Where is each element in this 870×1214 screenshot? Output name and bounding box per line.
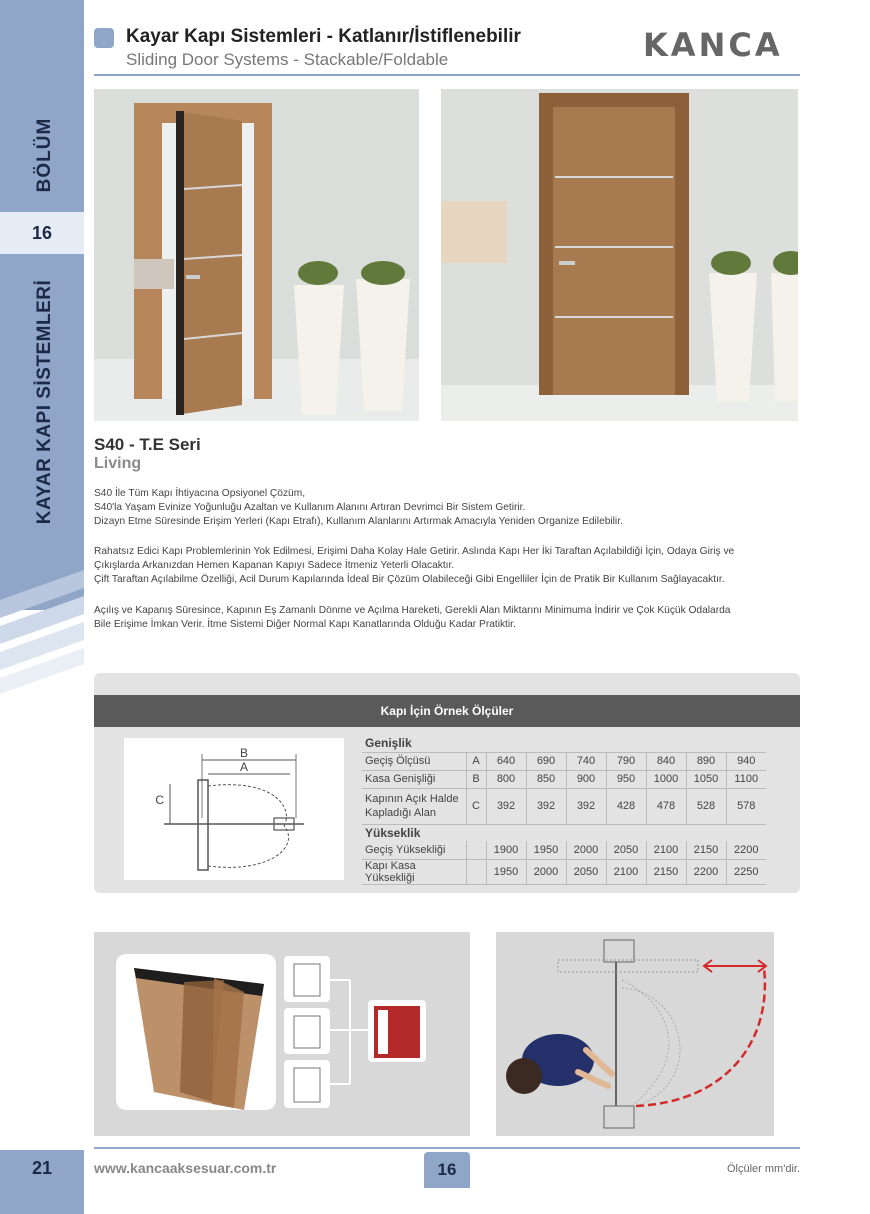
section-tab: 16 bbox=[424, 1152, 470, 1188]
diagram-label-a: A bbox=[239, 760, 249, 774]
diagram-label-b: B bbox=[239, 746, 249, 760]
side-band bbox=[0, 0, 84, 1214]
paragraph-3: Açılış ve Kapanış Süresince, Kapının Eş Zamanlı Dönme ve Açılma Hareketi, Gerekli Alan Miktarını Minimuma İndirir ve Çok Küçük Odalarda Bile Erişime İmkan Verir. İtme Sistemi Diğer Normal Kapı Kanatlarında Olduğu Kadar Pratiktir. bbox=[94, 605, 731, 630]
door-opening-illustration bbox=[496, 932, 774, 1136]
page-title: Kayar Kapı Sistemleri - Katlanır/İstiflenebilir bbox=[126, 26, 521, 47]
table-row: Kapı Kasa Yüksekliği 1950 2000 2050 2100 2150 2200 2250 bbox=[362, 859, 766, 884]
table-row: Geçiş Yüksekliği 1900 1950 2000 2050 2100 2150 2200 bbox=[362, 841, 766, 859]
header-marker bbox=[94, 28, 114, 48]
folding-door-illustration bbox=[94, 932, 470, 1136]
section-label: BÖLÜM bbox=[34, 117, 55, 193]
paragraph-1: S40 İle Tüm Kapı İhtiyacına Opsiyonel Çözüm, S40'la Yaşam Evinize Yoğunluğu Azaltan ve Kullanım Alanını Artıran Devrimci Bir Sistem Getirir. Dizayn Etme Süresinde Erişim Yerleri (Kapı Etrafı), Kullanım Alanlarını Artırmak Amacıyla Yeniden Organize Edilebilir. bbox=[94, 488, 623, 527]
footer-divider bbox=[94, 1147, 800, 1149]
measurement-title: Kapı İçin Örnek Ölçüler bbox=[94, 695, 800, 727]
table-row: Kapının Açık Halde Kapladığı Alan C 392 392 392 428 478 528 578 bbox=[362, 788, 766, 824]
section-height: Yükseklik bbox=[362, 824, 766, 841]
door-plan-diagram bbox=[124, 738, 344, 880]
brand-logo: KANCA bbox=[643, 26, 783, 64]
units-note: Ölçüler mm'dir. bbox=[727, 1163, 800, 1175]
table-row: Geçiş Ölçüsü A 640 690 740 790 840 890 940 bbox=[362, 752, 766, 770]
product-line: Living bbox=[94, 455, 142, 472]
section-width: Genişlik bbox=[365, 736, 412, 751]
paragraph-2: Rahatsız Edici Kapı Problemlerinin Yok Edilmesi, Erişimi Daha Kolay Hale Getirir. Aslında Kapı Her İki Taraftan Açılabildiği İçin, Odaya Giriş ve Çıkışlarda Arkanızdan Hemen Kapanan Kapıyı Sadece İtmeniz Yeterli Olacaktır. Çift Taraftan Açılabilme Özelliği, Acil Durum Kapılarında İdeal Bir Çözüm Olabileceği Gibi Engelliler İçin de Pratik Bir Kullanım Sağlayacaktır. bbox=[94, 546, 735, 585]
photo-closed-door bbox=[441, 89, 798, 421]
page-number: 21 bbox=[0, 1150, 84, 1214]
side-decor-stripes bbox=[0, 560, 84, 720]
header-divider bbox=[94, 74, 800, 76]
website-link[interactable]: www.kancaaksesuar.com.tr bbox=[94, 1160, 277, 1176]
diagram-label-c: C bbox=[155, 793, 164, 807]
product-name: S40 - T.E Seri bbox=[94, 435, 201, 454]
photo-open-door bbox=[94, 89, 419, 421]
measurement-table bbox=[362, 735, 766, 885]
table-row: Kasa Genişliği B 800 850 900 950 1000 1050 1100 bbox=[362, 770, 766, 788]
chapter-label: KAYAR KAPI SİSTEMLERİ bbox=[34, 279, 55, 525]
section-number: 16 bbox=[0, 212, 84, 254]
page-subtitle: Sliding Door Systems - Stackable/Foldable bbox=[126, 50, 449, 69]
